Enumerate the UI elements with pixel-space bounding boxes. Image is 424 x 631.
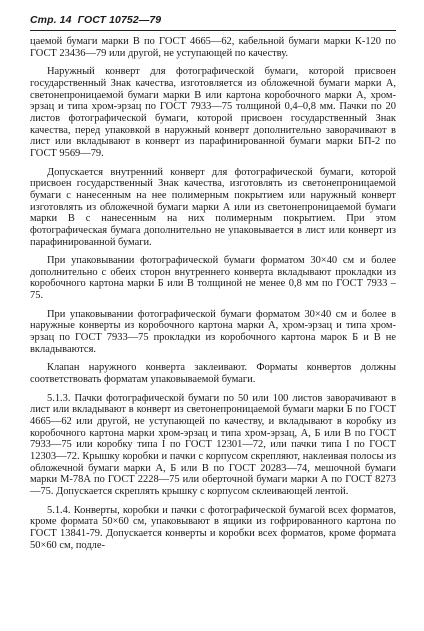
page-number: Стр. 14 [30, 14, 72, 26]
paragraph-inner-envelope: Допускается внутренний конверт для фотографической бумаги, которой присвоен государственный Знак качества, изготовлять из светонепроницаемой бумаги с нанесенным на нее полимерным покрытием или наружный конверт изготовлять из обложечной бумаги марки А или из светонепроницаемой бумаги марки В с нанесенным на них полимерным покрытием. При этом фотографическая бумага дополнительно не упаковывается в лист или конверт из парафинированной бумаги. [30, 166, 396, 248]
paragraph-5-1-4: 5.1.4. Конверты, коробки и пачки с фотографической бумагой всех форматов, кроме формата 50×60 см, упаковывают в ящики из гофрированного картона по ГОСТ 13841-79. Допускается конверты и коробки всех форматов, кроме формата 50×60 см, подле- [30, 504, 396, 551]
standard-number: ГОСТ 10752—79 [77, 14, 162, 26]
body-text [30, 36, 396, 551]
paragraph-flap: Клапан наружного конверта заклеивают. Форматы конвертов должны соответствовать форматам упаковываемой бумаги. [30, 362, 396, 386]
page-header [30, 14, 164, 26]
paragraph-outer-envelope: Наружный конверт для фотографической бумаги, которой присвоен государственный Знак качества, изготовляется из обложечной бумаги марки А, светонепроницаемой бумаги марки В или картона коробочного марки А, хром-эрзац и типа хром-эрзац по ГОСТ 7933—75 толщиной 0,4–0,8 мм. Пачки по 20 листов фотографической бумаги, которой присвоен государственный Знак качества, перед упаковкой в наружный конверт дополнительно заворачивают в лист или вкладывают в конверт из парафинированной бумаги марки БП-2 по ГОСТ 9569—79. [30, 66, 396, 159]
header-rule [30, 30, 396, 31]
paragraph-5-1-3: 5.1.3. Пачки фотографической бумаги по 50 или 100 листов заворачивают в лист или вкладывают в конверт из светонепроницаемой бумаги марки Б по ГОСТ 4665—62 или другой, не уступающей по качеству, и вкладывают в коробку из коробочного картона марки хром-эрзац и типа хром-эрзац, А, Б или В по ГОСТ 7933—75 или коробку типа I по ГОСТ 12301—72, или пачки типа I по ГОСТ 12303—72. Крышку коробки и пачки с корпусом скрепляют, наклеивая полосы из обложечной бумаги марки А, Б или В по ГОСТ 20283—74, мешочной бумаги марки М-78А по ГОСТ 2228—75 или оберточной бумаги марки А по ГОСТ 8273—75. Допускается скреплять крышку с корпусом склеивающей лентой. [30, 392, 396, 497]
paragraph-no-spacers: При упаковывании фотографической бумаги форматом 30×40 см и более в наружные конверты из коробочного картона марки А, хром-эрзац и типа хром-эрзац по ГОСТ 7933—75 прокладки из коробочного картона марок Б и В не вкладываются. [30, 308, 396, 355]
paragraph-spacers: При упаковывании фотографической бумаги форматом 30×40 см и более дополнительно с обеих сторон внутреннего конверта вкладывают прокладки из коробочного картона марки Б или В толщиной не менее 0,8 мм по ГОСТ 7933 –75. [30, 255, 396, 302]
paragraph-continuation: цаемой бумаги марки В по ГОСТ 4665—62, кабельной бумаги марки К-120 по ГОСТ 23436—79 или другой, не уступающей по качеству. [30, 36, 396, 59]
